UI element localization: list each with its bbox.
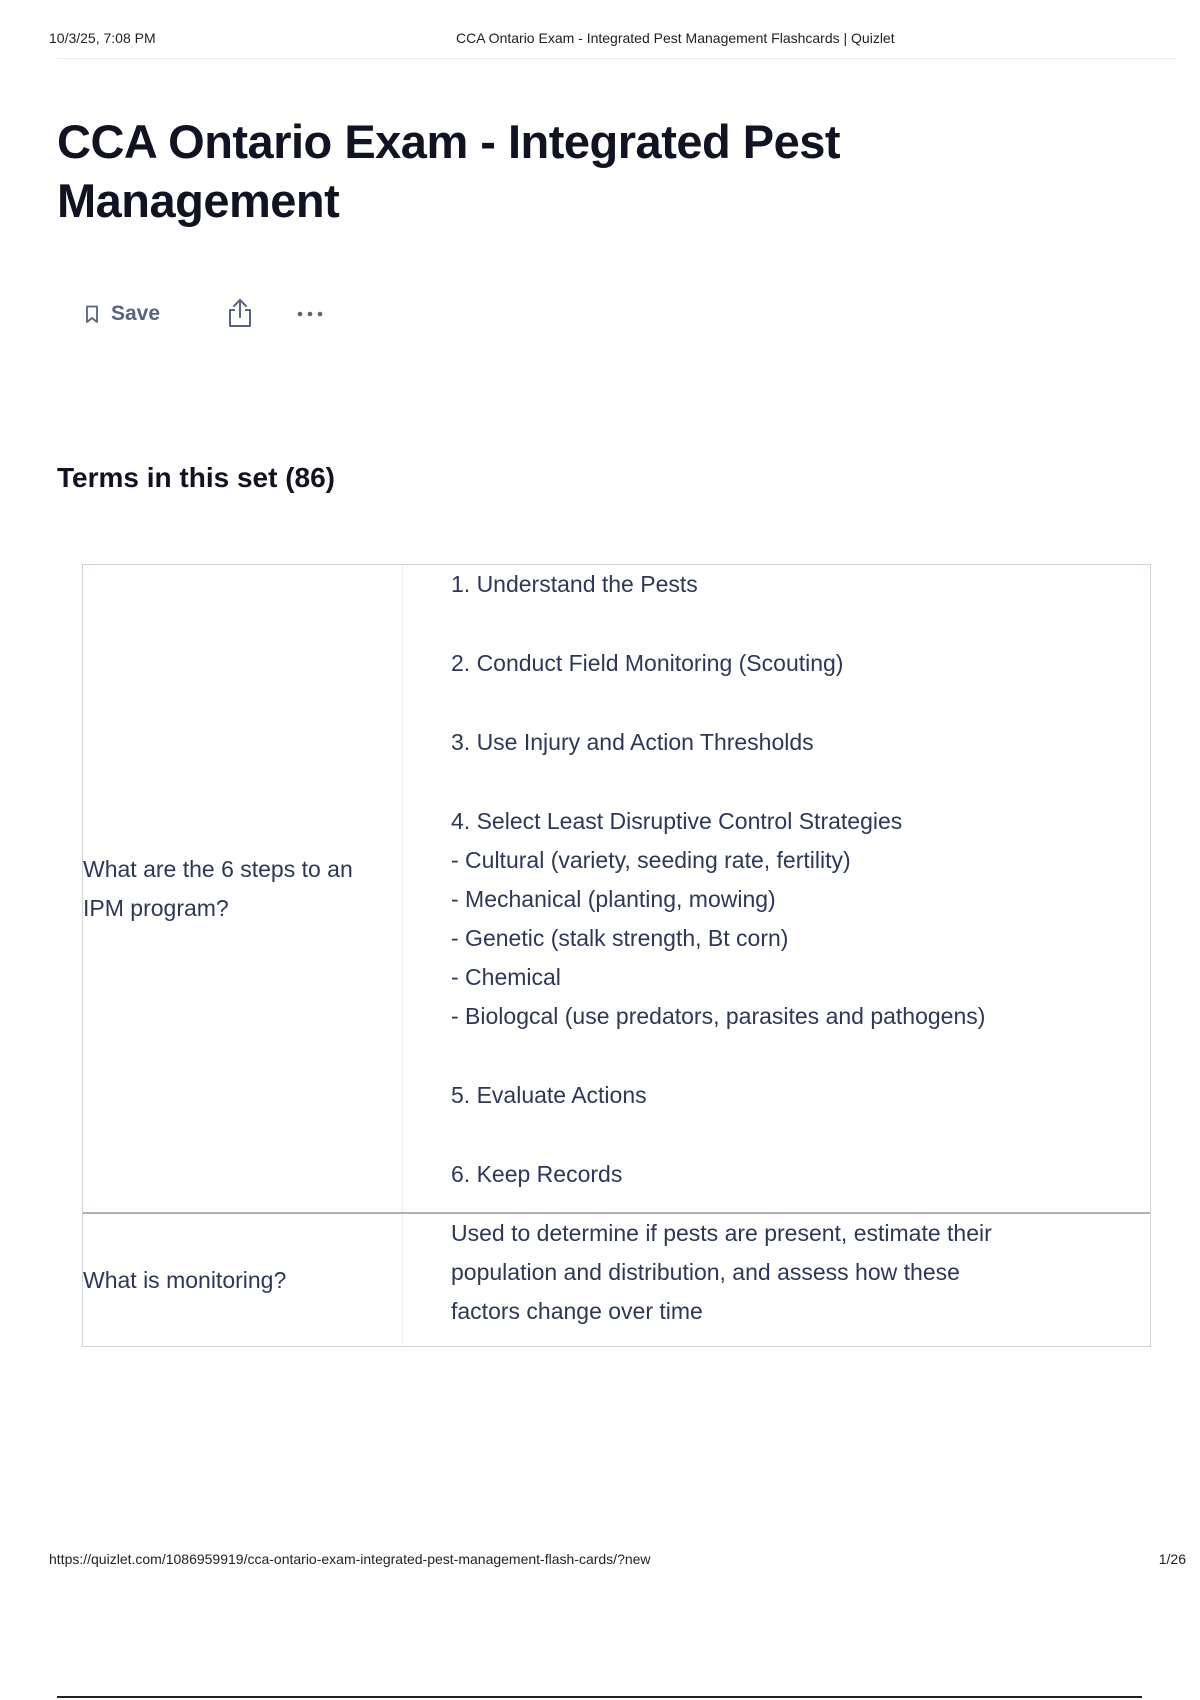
print-footer-url: https://quizlet.com/1086959919/cca-ontario-exam-integrated-pest-management-flash-cards/?new (49, 1551, 651, 1567)
card-row (83, 565, 1150, 1212)
definition-line: - Biologcal (use predators, parasites and pathogens) (451, 1003, 986, 1029)
definition-line: - Chemical (451, 964, 561, 990)
definition-spacer (451, 683, 1130, 723)
definition-line: Used to determine if pests are present, estimate their (451, 1220, 992, 1246)
definition-line: 6. Keep Records (451, 1161, 623, 1187)
definition-cell (403, 565, 1150, 1212)
definition-line: 2. Conduct Field Monitoring (Scouting) (451, 650, 844, 676)
more-options-icon (293, 297, 327, 331)
definition-line: factors change over time (451, 1298, 703, 1324)
definition-line: - Genetic (stalk strength, Bt corn) (451, 925, 789, 951)
definition-line: 5. Evaluate Actions (451, 1082, 647, 1108)
definition-line: 4. Select Least Disruptive Control Strategies (451, 808, 903, 834)
terms-table (82, 564, 1151, 1347)
definition-spacer (451, 762, 1130, 802)
header-divider (57, 58, 1177, 59)
definition-line: 3. Use Injury and Action Thresholds (451, 729, 814, 755)
print-page-number: 1/26 (1158, 1551, 1186, 1567)
term-cell: What is monitoring? (83, 1214, 403, 1346)
definition-line: - Cultural (variety, seeding rate, fertility) (451, 847, 851, 873)
print-datetime: 10/3/25, 7:08 PM (49, 30, 156, 46)
terms-heading: Terms in this set (86) (57, 462, 336, 493)
share-icon (226, 297, 254, 329)
print-page-title: CCA Ontario Exam - Integrated Pest Management Flashcards | Quizlet (456, 30, 895, 46)
save-label: Save (111, 302, 161, 325)
share-button[interactable] (223, 297, 257, 331)
page-bottom-divider (57, 1696, 1142, 1698)
definition-line: - Mechanical (planting, mowing) (451, 886, 776, 912)
definition-cell (403, 1214, 1150, 1346)
term-cell: What are the 6 steps to an IPM program? (83, 565, 403, 1212)
save-button[interactable] (85, 297, 160, 331)
definition-line: population and distribution, and assess how these (451, 1259, 960, 1285)
more-options-button[interactable] (292, 297, 328, 331)
card-row (83, 1212, 1150, 1346)
definition-spacer (451, 1036, 1130, 1076)
bookmark-icon (85, 305, 99, 324)
print-header (49, 30, 1151, 52)
definition-spacer (451, 604, 1130, 644)
set-title: CCA Ontario Exam - Integrated Pest Management (57, 115, 841, 227)
definition-spacer (451, 1115, 1130, 1155)
definition-line: 1. Understand the Pests (451, 571, 698, 597)
